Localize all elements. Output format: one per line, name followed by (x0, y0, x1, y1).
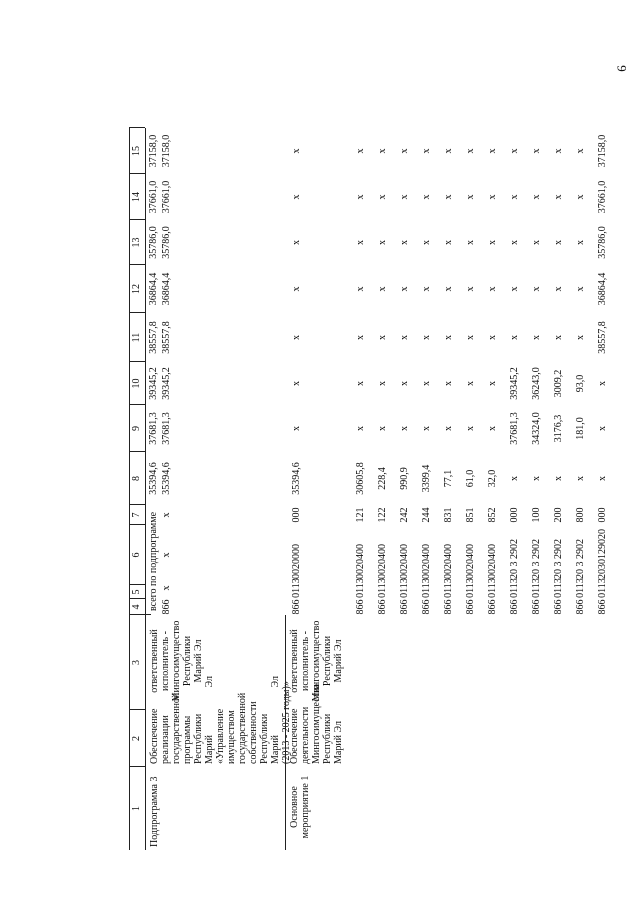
row-value-col-9: x (377, 426, 388, 431)
row-value-col-9: x (355, 426, 366, 431)
executor-value-12: 36864,4 (161, 272, 172, 306)
row-rz: 0113 (399, 578, 410, 598)
row-grbs: 866 (377, 599, 388, 615)
row-value-col-9: x (487, 426, 498, 431)
row-value-col-9: x (291, 426, 302, 431)
subprogram-code: Подпрограмма 3 (149, 776, 160, 847)
row-value-col-14: x (553, 194, 564, 200)
row-value-col-13: x (465, 240, 476, 245)
row-value-col-15: x (399, 148, 410, 154)
header-cell-3: 3 (131, 660, 142, 665)
row-value-col-10: x (465, 381, 476, 386)
total-value-14: 37661,0 (148, 180, 159, 214)
row-value-col-10: 3009,2 (553, 369, 564, 398)
activity-executor: ответственный исполнитель - Мингосимущество Республики Марий Эл (289, 620, 344, 702)
row-rz: 0113 (487, 578, 498, 598)
row-csr: 20 3 2902 (509, 539, 520, 579)
row-value-col-12: 36864,4 (597, 272, 608, 306)
row-csr: 0020400 (465, 544, 476, 579)
row-value-col-10: x (377, 381, 388, 386)
row-value-col-15: x (509, 148, 520, 154)
row-rz: 0113 (421, 578, 432, 598)
row-value-col-15: x (487, 148, 498, 154)
row-value-col-9: x (465, 426, 476, 431)
executor-value-10: 39345,2 (161, 367, 172, 400)
row-value-col-10: 93,0 (575, 374, 586, 393)
header-cell-7: 7 (131, 512, 142, 518)
subprogram-name: Обеспечение реализации государственной программы Республики Марий Эл «Управление имуществом государственной собственности Республики Марий Эл (2013 - 2025 годы)» (149, 676, 292, 764)
row-value-col-12: x (487, 286, 498, 292)
row-vr: 200 (553, 507, 564, 523)
header-cell-1: 1 (131, 806, 142, 811)
row-value-col-11: x (377, 335, 388, 340)
row-value-col-8: 3399,4 (421, 464, 432, 493)
row-value-col-14: x (575, 194, 586, 200)
row-rz: 0113 (531, 578, 542, 598)
header-cell-11: 11 (131, 332, 142, 343)
row-grbs: 866 (553, 599, 564, 615)
row-value-col-8: x (553, 476, 564, 481)
executor-value-14: 37661,0 (161, 180, 172, 214)
row-value-col-13: x (421, 240, 432, 245)
row-rz: 0113 (465, 578, 476, 598)
row-value-col-15: x (355, 148, 366, 154)
table-top-border (129, 128, 130, 850)
row-value-col-14: x (421, 194, 432, 200)
row-rz: 0113 (443, 578, 454, 598)
row-value-col-12: x (399, 286, 410, 292)
row-value-col-13: x (291, 240, 302, 245)
row-csr: 2030129020 (597, 529, 608, 579)
row-rz: 0113 (575, 578, 586, 598)
row-value-col-11: x (575, 335, 586, 340)
row-value-col-14: 37661,0 (597, 180, 608, 214)
column-divider-stub (145, 614, 151, 615)
row-grbs: 866 (509, 599, 520, 615)
row-value-col-12: x (421, 286, 432, 292)
header-cell-4: 4 (131, 604, 142, 610)
row-value-col-8: 30605,8 (355, 462, 366, 495)
row-rz: 0113 (291, 578, 302, 598)
header-cell-13: 13 (131, 237, 142, 248)
row-vr: 122 (377, 507, 388, 523)
row-value-col-13: x (553, 240, 564, 245)
page-number: 9 (614, 65, 630, 72)
row-value-col-10: x (399, 381, 410, 386)
activity-code: Основное мероприятие 1 (289, 775, 311, 839)
row-value-col-10: x (487, 381, 498, 386)
row-value-col-12: x (465, 286, 476, 292)
row-value-col-11: x (443, 335, 454, 340)
row-csr: 0020400 (377, 544, 388, 579)
subprogram-executor: ответственный исполнитель - Мингосимущество Республики Марий Эл (149, 620, 204, 702)
row-value-col-13: x (443, 240, 454, 245)
row-vr: 121 (355, 507, 366, 523)
row-value-col-12: x (553, 286, 564, 292)
row-value-col-9: 34324,0 (531, 412, 542, 445)
row-grbs: 866 (597, 599, 608, 615)
row-value-col-9: 181,0 (575, 417, 586, 440)
row-value-col-12: x (531, 286, 542, 292)
row-vr: 000 (597, 507, 608, 523)
row-value-col-12: x (509, 286, 520, 292)
row-value-col-9: x (443, 426, 454, 431)
row-value-col-8: x (575, 476, 586, 481)
executor-value-13: 35786,0 (161, 226, 172, 259)
row-value-col-14: x (465, 194, 476, 200)
header-cell-2: 2 (131, 736, 142, 741)
row-value-col-13: x (355, 240, 366, 245)
section-divider (285, 615, 286, 850)
row-value-col-15: x (421, 148, 432, 154)
row-vr: 000 (509, 507, 520, 523)
row-value-col-14: x (531, 194, 542, 200)
total-value-13: 35786,0 (148, 226, 159, 259)
executor-value-11: 38557,8 (161, 321, 172, 354)
executor-csr: x (161, 552, 172, 558)
row-grbs: 866 (355, 599, 366, 615)
row-value-col-11: x (465, 335, 476, 340)
row-value-col-15: x (443, 148, 454, 154)
row-value-col-15: x (575, 148, 586, 154)
row-value-col-12: x (377, 286, 388, 292)
executor-value-9: 37681,3 (161, 412, 172, 445)
row-value-col-11: x (355, 335, 366, 340)
row-value-col-8: 77,1 (443, 469, 454, 488)
row-value-col-9: 3176,3 (553, 414, 564, 443)
row-grbs: 866 (291, 599, 302, 615)
row-rz: 0113 (377, 578, 388, 598)
activity-name: Обеспечение деятельности Мингосимущества Республики Марий Эл (289, 683, 344, 764)
row-csr: 0020400 (421, 544, 432, 579)
row-rz: 0113 (553, 578, 564, 598)
row-value-col-8: 61,0 (465, 469, 476, 488)
header-cell-12: 12 (131, 284, 142, 294)
row-value-col-11: x (291, 335, 302, 340)
row-value-col-14: x (509, 194, 520, 200)
row-value-col-13: x (487, 240, 498, 245)
row-csr: 0020400 (355, 544, 366, 579)
row-value-col-9: 37681,3 (509, 412, 520, 445)
total-value-9: 37681,3 (148, 412, 159, 445)
header-bottom-border (145, 128, 146, 850)
rotated-budget-table (129, 60, 618, 850)
row-grbs: 866 (421, 599, 432, 615)
row-value-col-15: x (531, 148, 542, 154)
header-cell-10: 10 (131, 378, 142, 389)
row-value-col-10: x (421, 381, 432, 386)
total-value-11: 38557,8 (148, 321, 159, 354)
row-value-col-13: x (531, 240, 542, 245)
row-value-col-11: x (399, 335, 410, 340)
executor-grbs: 866 (161, 599, 172, 615)
executor-value-8: 35394,6 (161, 462, 172, 495)
row-value-col-15: x (465, 148, 476, 154)
row-csr: 0020400 (487, 544, 498, 579)
row-grbs: 866 (487, 599, 498, 615)
total-value-10: 39345,2 (148, 367, 159, 400)
row-value-col-9: x (597, 426, 608, 431)
row-grbs: 866 (443, 599, 454, 615)
row-value-col-8: x (509, 476, 520, 481)
row-value-col-15: x (291, 148, 302, 154)
row-vr: 242 (399, 507, 410, 523)
row-value-col-8: 990,9 (399, 467, 410, 490)
row-value-col-12: x (575, 286, 586, 292)
row-value-col-8: x (597, 476, 608, 481)
row-value-col-11: x (553, 335, 564, 340)
row-value-col-13: 35786,0 (597, 226, 608, 259)
executor-value-15: 37158,0 (161, 134, 172, 168)
row-grbs: 866 (465, 599, 476, 615)
total-value-8: 35394,6 (148, 462, 159, 495)
header-cell-15: 15 (131, 146, 142, 156)
row-value-col-9: x (421, 426, 432, 431)
header-cell-9: 9 (131, 426, 142, 431)
row-csr: 20 3 2902 (575, 539, 586, 579)
header-cell-6: 6 (131, 552, 142, 558)
row-value-col-14: x (377, 194, 388, 200)
total-row-label: всего по подпрограмме (148, 511, 159, 611)
total-value-15: 37158,0 (148, 134, 159, 168)
row-value-col-11: 38557,8 (597, 321, 608, 354)
row-value-col-14: x (355, 194, 366, 200)
row-value-col-8: 228,4 (377, 467, 388, 490)
row-value-col-15: x (553, 148, 564, 154)
row-csr: 20 3 2902 (553, 539, 564, 579)
row-value-col-10: x (597, 381, 608, 386)
row-vr: 244 (421, 507, 432, 523)
row-vr: 000 (291, 507, 302, 523)
row-value-col-13: x (575, 240, 586, 245)
row-value-col-10: x (443, 381, 454, 386)
row-value-col-10: x (355, 381, 366, 386)
row-grbs: 866 (575, 599, 586, 615)
row-value-col-8: 35394,6 (291, 462, 302, 495)
row-grbs: 866 (531, 599, 542, 615)
row-csr: 0020400 (399, 544, 410, 579)
row-value-col-11: x (509, 335, 520, 340)
row-value-col-10: x (291, 381, 302, 386)
row-value-col-15: 37158,0 (597, 134, 608, 168)
row-value-col-15: x (377, 148, 388, 154)
row-value-col-11: x (487, 335, 498, 340)
total-value-12: 36864,4 (148, 272, 159, 306)
row-vr: 100 (531, 507, 542, 523)
row-value-col-13: x (377, 240, 388, 245)
row-csr: 0020000 (291, 544, 302, 579)
row-value-col-10: 39345,2 (509, 367, 520, 400)
row-value-col-11: x (421, 335, 432, 340)
row-value-col-11: x (531, 335, 542, 340)
row-value-col-12: x (355, 286, 366, 292)
executor-vr: x (161, 512, 172, 518)
row-csr: 0020400 (443, 544, 454, 579)
row-value-col-14: x (399, 194, 410, 200)
row-value-col-13: x (399, 240, 410, 245)
executor-rz: x (161, 585, 172, 591)
row-value-col-12: x (443, 286, 454, 292)
row-value-col-8: x (531, 476, 542, 481)
header-cell-5: 5 (131, 589, 142, 595)
row-value-col-14: x (291, 194, 302, 200)
row-value-col-14: x (443, 194, 454, 200)
header-cell-14: 14 (131, 192, 142, 202)
row-vr: 800 (575, 507, 586, 523)
row-rz: 0113 (597, 578, 608, 598)
row-vr: 851 (465, 507, 476, 523)
row-rz: 0113 (355, 578, 366, 598)
row-rz: 0113 (509, 578, 520, 598)
row-vr: 852 (487, 507, 498, 523)
row-value-col-10: 36243,0 (531, 367, 542, 400)
row-value-col-13: x (509, 240, 520, 245)
row-csr: 20 3 2902 (531, 539, 542, 579)
row-value-col-14: x (487, 194, 498, 200)
row-vr: 831 (443, 507, 454, 523)
row-value-col-8: 32,0 (487, 469, 498, 488)
row-value-col-9: x (399, 426, 410, 431)
row-value-col-12: x (291, 286, 302, 292)
header-cell-8: 8 (131, 476, 142, 481)
row-grbs: 866 (399, 599, 410, 615)
